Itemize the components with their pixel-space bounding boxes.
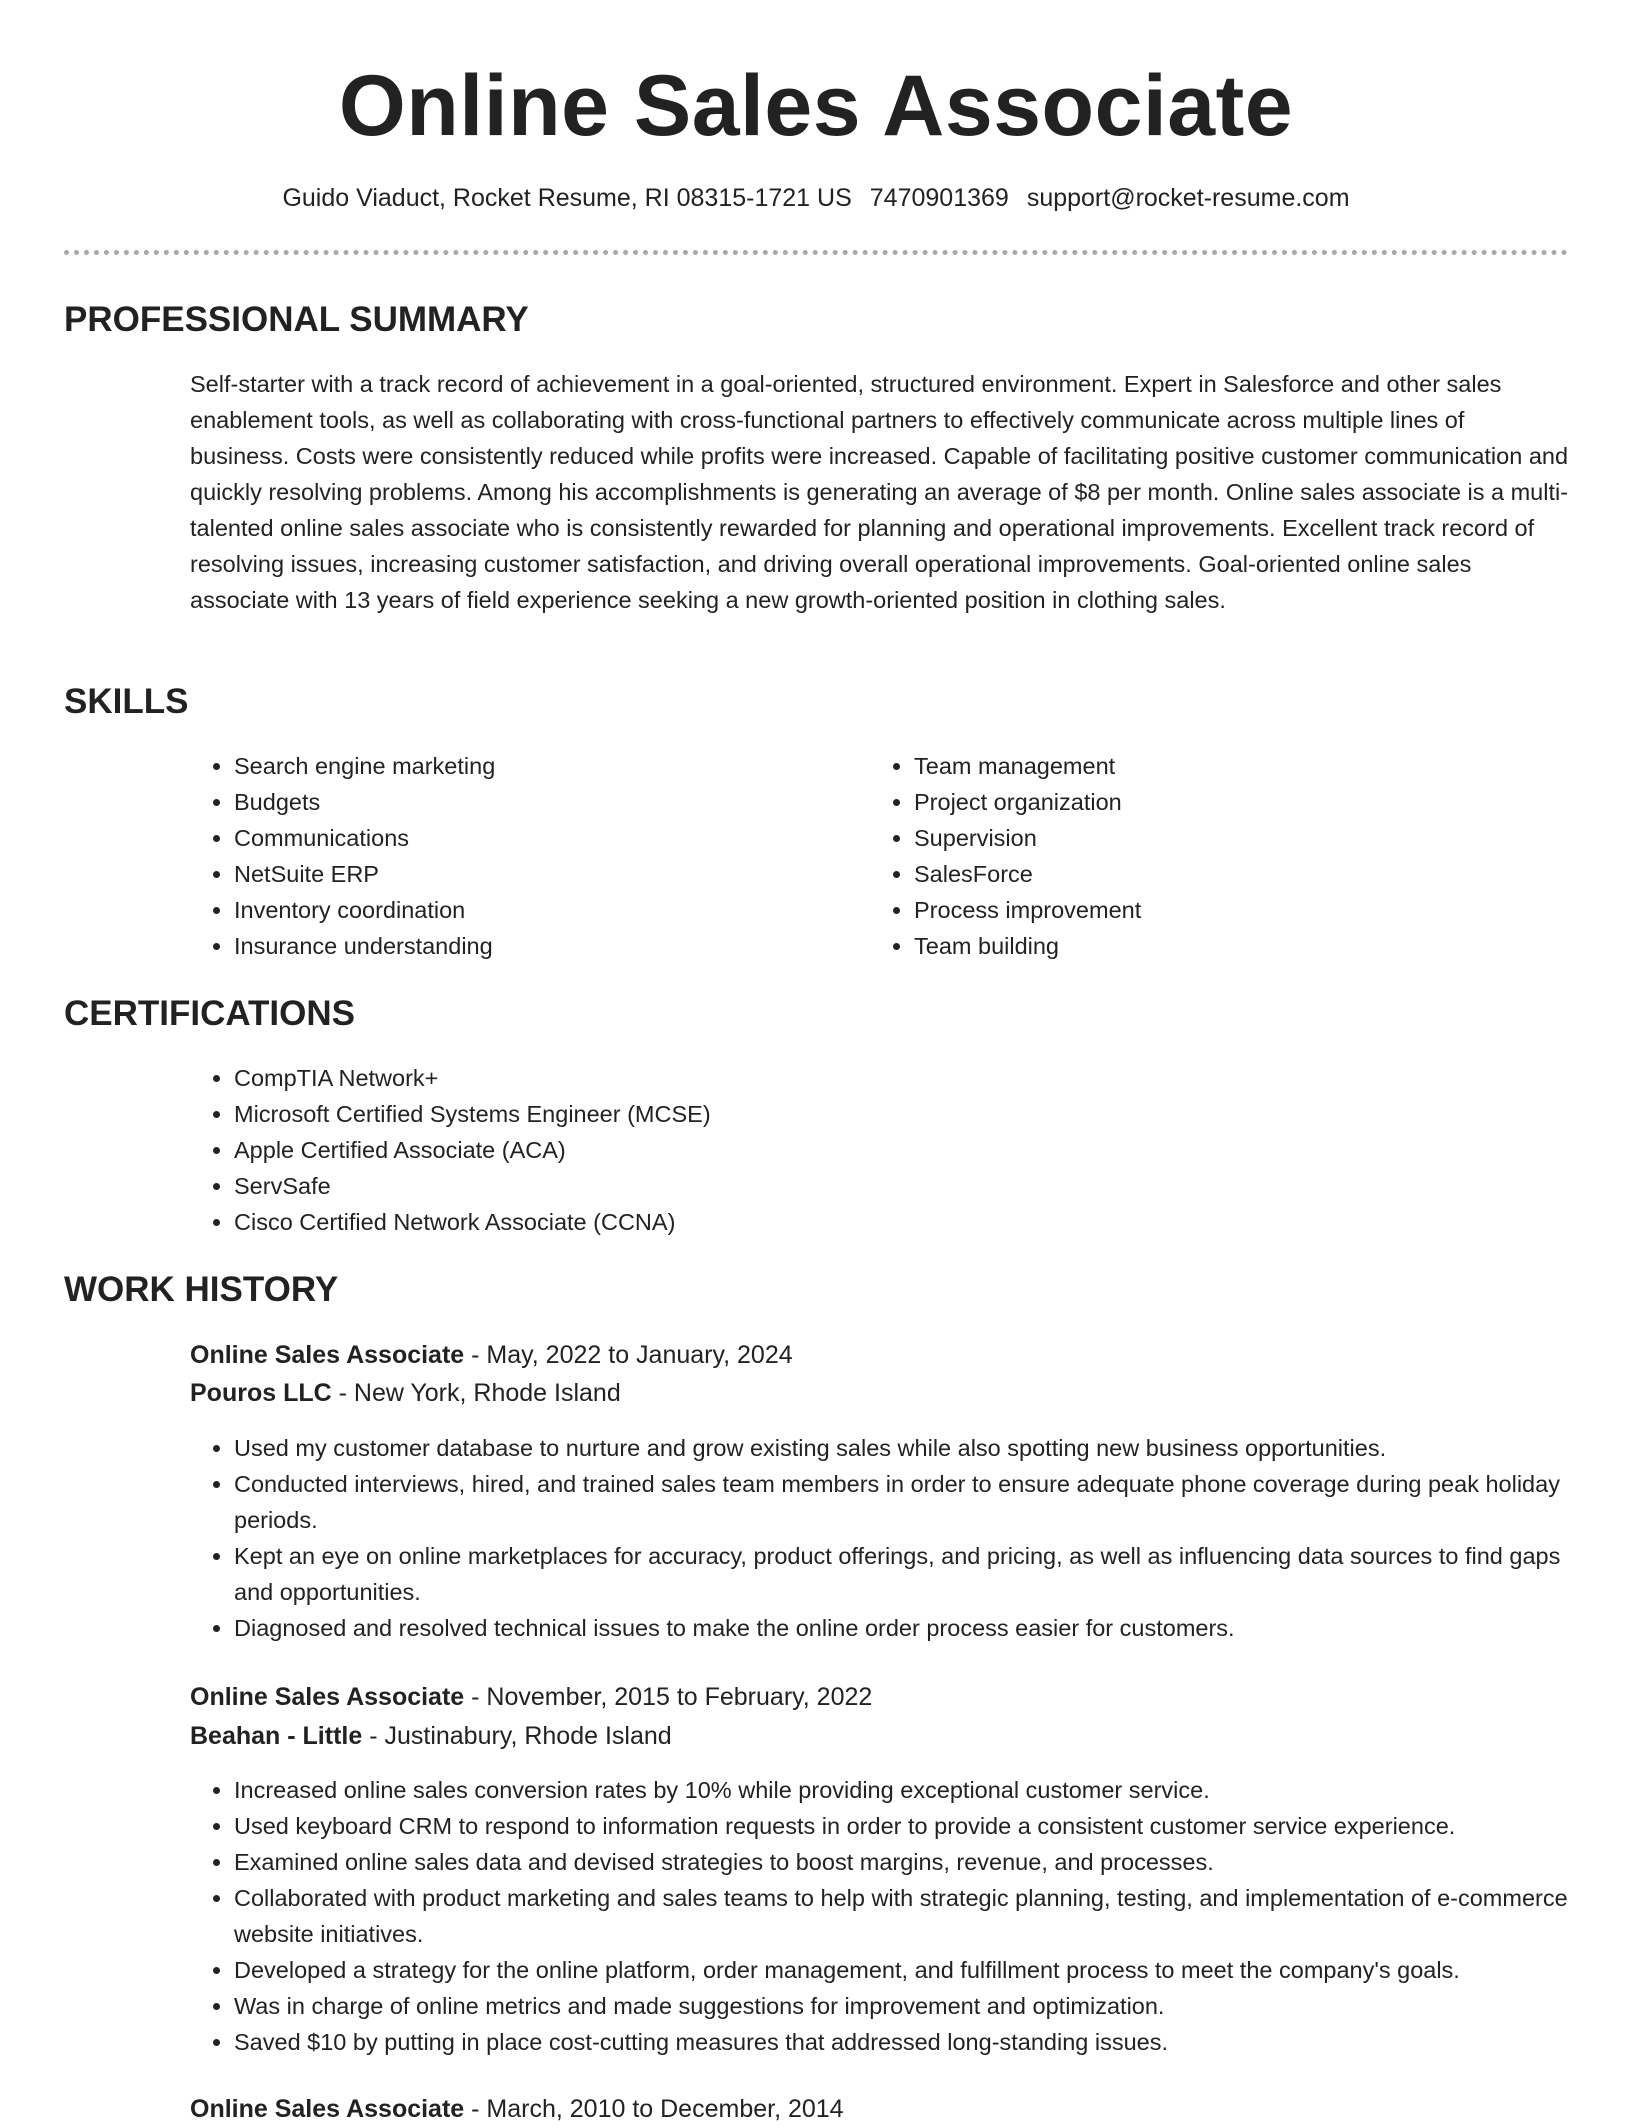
job-location: - Justinabury, Rhode Island [362,1722,672,1750]
job-bullet: • Was in charge of online metrics and made suggestions for improvement and optimization. [234,1988,1570,2024]
header-divider [64,250,1568,255]
skill-item: • Search engine marketing [234,748,830,784]
contact-email: support@rocket-resume.com [1026,184,1350,212]
job-dates: - March, 2010 to December, 2014 [464,2095,844,2123]
job-bullet: • Increased online sales conversion rates by 10% while providing exceptional customer service. [234,1772,1570,1808]
job-company: Pouros LLC [190,1379,332,1407]
certification-item: • ServSafe [234,1168,1090,1204]
certification-item: • CompTIA Network+ [234,1060,1090,1096]
job-location: - New York, Rhode Island [331,1379,621,1407]
job-title: Online Sales Associate [190,1341,465,1369]
job-company-line [190,1717,1570,1755]
skill-item: • Project organization [914,784,1510,820]
contact-phone: 7470901369 [869,184,1009,212]
job-bullet: • Conducted interviews, hired, and trained sales team members in order to ensure adequate phone coverage during peak holiday periods. [234,1466,1570,1538]
summary-text: Self-starter with a track record of achievement in a goal-oriented, structured environment. Expert in Salesforce and other sales enablement tools, as well as collaborating with cross-functional partners to effectively communicate across multiple lines of business. Costs were consistently reduced while profits were increased. Capable of facilitating positive customer communication and quickly resolving problems. Among his accomplishments is generating an average of $8 per month. Online sales associate is a multi-talented online sales associate who is consistently rewarded for planning and operational improvements. Excellent track record of resolving issues, increasing customer satisfaction, and driving overall operational improvements. Goal-oriented online sales associate with 13 years of field experience seeking a new growth-oriented position in clothing sales. [190,371,1569,613]
certifications-heading: CERTIFICATIONS [64,994,356,1033]
job-bullets [190,1772,1570,2060]
job-title-line [190,1336,1570,1374]
skill-item: • Supervision [914,820,1510,856]
job-bullet: • Collaborated with product marketing and sales teams to help with strategic planning, testing, and implementation of e-commerce website initiatives. [234,1880,1570,1952]
job-dates: - November, 2015 to February, 2022 [464,1683,873,1711]
job-title: Online Sales Associate [190,1683,465,1711]
summary-heading: PROFESSIONAL SUMMARY [64,300,529,339]
job-company-line [190,1374,1570,1412]
job-company: Beahan - Little [190,1722,363,1750]
job-bullet: • Used keyboard CRM to respond to information requests in order to provide a consistent customer service experience. [234,1808,1570,1844]
skill-item: • Budgets [234,784,830,820]
skills-column-left [190,748,830,964]
contact-line [0,182,1632,214]
job-dates: - May, 2022 to January, 2024 [464,1341,793,1369]
job-bullet: • Developed a strategy for the online platform, order management, and fulfillment process to meet the company's goals. [234,1952,1570,1988]
skill-item: • Insurance understanding [234,928,830,964]
certification-item: • Cisco Certified Network Associate (CCNA) [234,1204,1090,1240]
certification-item: • Apple Certified Associate (ACA) [234,1132,1090,1168]
job-bullet: • Saved $10 by putting in place cost-cutting measures that addressed long-standing issues. [234,2024,1570,2060]
job-title-line [190,1678,1570,1716]
skill-item: • Process improvement [914,892,1510,928]
skills-column-right [870,748,1510,964]
job-bullets [190,1430,1570,1646]
skill-item: • Team management [914,748,1510,784]
job-bullet: • Kept an eye on online marketplaces for accuracy, product offerings, and pricing, as well as influencing data sources to find gaps and opportunities. [234,1538,1570,1610]
work-history-heading: WORK HISTORY [64,1270,339,1309]
skill-item: • Team building [914,928,1510,964]
skills-heading: SKILLS [64,682,189,721]
skill-item: • NetSuite ERP [234,856,830,892]
contact-address: Guido Viaduct, Rocket Resume, RI 08315-1721 US [282,184,852,212]
job-title-line [190,2090,1570,2128]
job-bullet: • Used my customer database to nurture and grow existing sales while also spotting new business opportunities. [234,1430,1570,1466]
job-bullet: • Diagnosed and resolved technical issues to make the online order process easier for customers. [234,1610,1570,1646]
certifications-list [190,1060,1090,1240]
skill-item: • SalesForce [914,856,1510,892]
resume-title: Online Sales Associate [338,58,1294,154]
job-title: Online Sales Associate [190,2095,465,2123]
skill-item: • Communications [234,820,830,856]
certification-item: • Microsoft Certified Systems Engineer (MCSE) [234,1096,1090,1132]
job-bullet: • Examined online sales data and devised strategies to boost margins, revenue, and processes. [234,1844,1570,1880]
skill-item: • Inventory coordination [234,892,830,928]
